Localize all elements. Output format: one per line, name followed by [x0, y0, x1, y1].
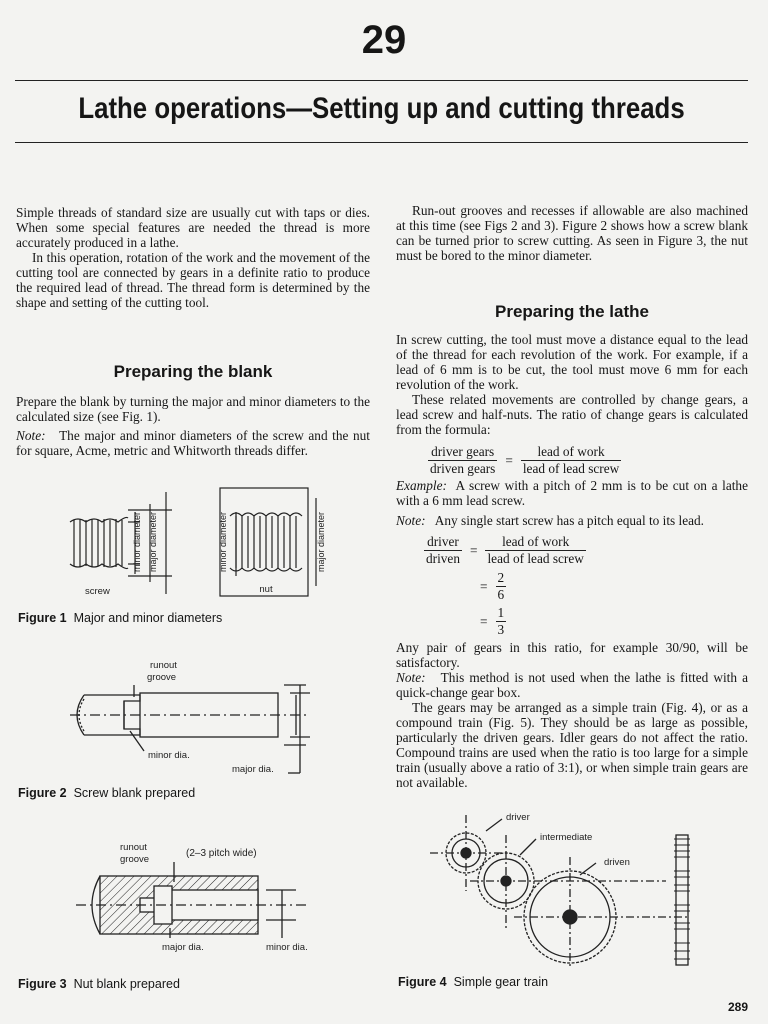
formula-2-step-1-num: 2	[497, 570, 505, 585]
right-column-runout	[396, 203, 748, 263]
fig1-nut-label: nut	[259, 584, 273, 595]
page-number: 289	[727, 1000, 748, 1014]
fig1-screw-label: screw	[85, 586, 110, 597]
intro-paragraph-2: In this operation, rotation of the work and the movement of the cutting tool are connected by gears in a definite ratio to produce the required lead of thread. The thread form is determined by the shape and setting of the cutting tool.	[16, 250, 370, 310]
figure-3-caption	[18, 977, 180, 991]
figure-4-diagram	[430, 805, 730, 970]
formula-1-num-left: driver gears	[428, 444, 497, 461]
section-heading-blank: Preparing the blank	[113, 362, 273, 381]
blank-paragraph: Prepare the blank by turning the major and minor diameters to the calculated size (see Fig. 1).	[16, 394, 370, 424]
example-text: A screw with a pitch of 2 mm is to be cut on a lathe with a 6 mm lead screw.	[396, 478, 748, 508]
formula-2-den-left: driven	[426, 551, 460, 566]
right-column-lathe	[396, 332, 748, 437]
page-title: Lathe operations—Setting up and cutting threads	[78, 92, 685, 125]
formula-2-step-2-num: 1	[497, 605, 505, 620]
gears-paragraph: The gears may be arranged as a simple train (Fig. 4), or as a compound train (Fig. 5). They should be as large as possible, particularly the driven gears. Idler gears do not affect the ratio. Compound trains are used when the ratio is too large for a simple train (usually above a ratio of 3:1), or when simple train gears are not available.	[396, 700, 748, 790]
note-3	[396, 670, 748, 700]
note-1-label: Note:	[16, 428, 46, 443]
note-3-text: This method is not used when the lathe is fitted with a quick-change gear box.	[396, 670, 749, 700]
fig1-major-label-screw: major diameter	[148, 511, 158, 573]
note-2-text: Any single start screw has a pitch equal to its lead.	[434, 513, 704, 528]
fig3-minor-label: minor dia.	[266, 942, 308, 953]
figure-2-diagram	[60, 655, 330, 780]
section-heading-lathe: Preparing the lathe	[495, 302, 649, 321]
figure-1-caption-text: Major and minor diameters	[73, 611, 223, 625]
screw-thread-top	[70, 518, 128, 523]
formula-2-step-1-eq: =	[480, 578, 488, 594]
note-2	[396, 513, 748, 528]
formula-2-eq: =	[469, 542, 478, 558]
formula-1-den-left: driven gears	[430, 461, 496, 476]
figure-2-caption	[18, 786, 195, 800]
formula-2-num-right: lead of work	[485, 534, 585, 551]
figure-2-label: Figure 2	[18, 786, 67, 800]
left-column-blank	[16, 394, 370, 458]
intro-paragraph-1: Simple threads of standard size are usually cut with taps or dies. When some special features are needed the thread is more accurately produced in a lathe.	[16, 205, 370, 250]
right-column-example	[396, 478, 748, 528]
note-1-text: The major and minor diameters of the screw and the nut for square, Acme, metric and Whitworth threads differ.	[16, 428, 371, 458]
note-2-label: Note:	[396, 513, 426, 528]
fig4-driver-label: driver	[506, 812, 530, 823]
fig2-groove-label: groove	[147, 672, 177, 683]
top-rule	[15, 80, 748, 81]
fig2-major-label: major dia.	[232, 764, 274, 775]
pair-paragraph: Any pair of gears in this ratio, for example 30/90, will be satisfactory.	[396, 640, 748, 670]
fig3-major-label: major dia.	[162, 942, 204, 953]
runout-paragraph: Run-out grooves and recesses if allowable are also machined at this time (see Figs 2 and 3). Figure 2 shows how a screw blank can be turned prior to screw cutting. As seen in Figure 3, the nut must be bored to the minor diameter.	[396, 203, 748, 263]
lathe-paragraph-2: These related movements are controlled by change gears, a lead screw and half-nuts. The ratio of change gears is calculated from the formula:	[396, 392, 748, 437]
right-column-gears	[396, 640, 748, 790]
formula-2-step-1	[472, 570, 506, 603]
fig2-runout-label: runout	[150, 660, 177, 671]
fig3-groove-label: groove	[120, 854, 150, 865]
left-column-intro	[16, 205, 370, 310]
fig4-intermediate-label: intermediate	[540, 832, 593, 843]
formula-1-num-right: lead of work	[521, 444, 621, 461]
formula-2-step-1-den: 6	[497, 587, 505, 602]
side-view-gears	[676, 835, 688, 965]
fig1-minor-label-nut: minor diameter	[218, 511, 228, 573]
note-1	[16, 428, 370, 458]
figure-1-caption	[18, 611, 222, 625]
screw-thread-hatch	[74, 519, 122, 567]
nut-body	[220, 488, 308, 596]
figure-3-caption-text: Nut blank prepared	[73, 977, 180, 991]
formula-1	[428, 444, 621, 477]
figure-3-diagram	[70, 838, 330, 958]
note-3-label: Note:	[396, 670, 426, 685]
lathe-paragraph-1: In screw cutting, the tool must move a distance equal to the lead of the thread for each revolution of the work. For example, if a lead of 6 mm is to be cut, the tool must move 6 mm for each revolution of the work.	[396, 332, 748, 392]
figure-4-label: Figure 4	[398, 975, 447, 989]
formula-1-den-right: lead of lead screw	[522, 461, 620, 476]
screw-thread-bottom	[70, 564, 128, 569]
figure-2-caption-text: Screw blank prepared	[73, 786, 196, 800]
fig3-pitch-label: (2–3 pitch wide)	[186, 848, 257, 859]
fig1-minor-label-screw: minor diameter	[132, 511, 142, 573]
fig4-driven-label: driven	[604, 857, 630, 868]
formula-2-step-2-den: 3	[497, 622, 505, 637]
fig1-major-label-nut: major diameter	[316, 511, 326, 573]
figure-1-diagram	[40, 482, 360, 600]
fig2-minor-label: minor dia.	[148, 750, 190, 761]
title-rule	[15, 142, 748, 143]
formula-2-num-left: driver	[424, 534, 462, 551]
formula-1-eq: =	[505, 452, 513, 468]
figure-3-label: Figure 3	[18, 977, 67, 991]
formula-2	[424, 534, 586, 567]
figure-4-caption-text: Simple gear train	[453, 975, 549, 989]
figure-4-caption	[398, 975, 548, 989]
example-paragraph	[396, 478, 748, 508]
figure-1-label: Figure 1	[18, 611, 67, 625]
example-label: Example:	[396, 478, 447, 493]
fig3-runout-label: runout	[120, 842, 147, 853]
formula-2-den-right: lead of lead screw	[487, 551, 584, 566]
formula-2-step-2	[472, 605, 506, 638]
chapter-number: 29	[361, 18, 407, 62]
formula-2-step-2-eq: =	[480, 613, 488, 629]
